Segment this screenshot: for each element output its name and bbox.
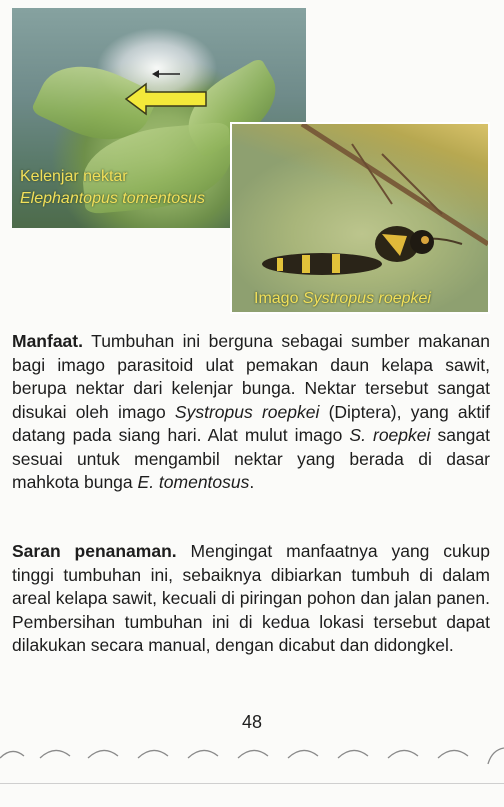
insect-illustration bbox=[232, 124, 488, 312]
small-arrow-icon bbox=[152, 68, 182, 80]
benefits-heading: Manfaat. bbox=[12, 331, 83, 351]
yellow-arrow-icon bbox=[124, 82, 208, 116]
flower-caption-line2: Elephantopus tomentosus bbox=[20, 190, 206, 207]
planting-paragraph bbox=[12, 540, 490, 658]
benefits-text-d: . bbox=[249, 472, 255, 492]
species-name: Systropus roepkei bbox=[174, 401, 320, 422]
species-abbrev: S. roepkei bbox=[349, 425, 431, 445]
planting-text: Mengingat manfaatnya yang cukup tinggi tumbuhan ini, sebaiknya dibiarkan tumbuh di dalam areal kelapa sawit, kecuali di piringan pohon dan jalan panen. Pembersihan tumbuhan ini di kedua lokasi tersebut dapat dilakukan secara manual, dengan dicabut dan didongkel. bbox=[12, 541, 490, 655]
planting-heading: Saran penanaman. bbox=[12, 541, 177, 561]
benefits-paragraph bbox=[12, 330, 490, 495]
flower-caption-line1: Kelenjar nektar bbox=[20, 168, 128, 185]
insect-caption-species: Systropus roepkei bbox=[302, 290, 431, 307]
benefits-text-b: (Diptera), yang aktif datang pada siang hari. Alat mulut imago bbox=[12, 401, 490, 445]
plant-abbrev: E. tomentosus bbox=[137, 472, 250, 492]
insect-caption bbox=[254, 290, 431, 308]
benefits-text-c: sangat sesuai untuk mengambil nektar yang berada di dasar mahkota bunga bbox=[12, 425, 491, 492]
flower-caption bbox=[20, 166, 205, 210]
spiral-binding bbox=[0, 742, 504, 772]
page-number: 48 bbox=[241, 712, 263, 732]
insect-photo bbox=[230, 122, 490, 314]
insect-caption-prefix: Imago bbox=[254, 290, 303, 307]
bottom-rule bbox=[0, 783, 504, 784]
benefits-text-a: Tumbuhan ini berguna sebagai sumber makanan bagi imago parasitoid ulat pemakan daun kelapa sawit, berupa nektar dari kelenjar bunga. Nektar tersebut sangat disukai oleh imago bbox=[12, 331, 490, 422]
